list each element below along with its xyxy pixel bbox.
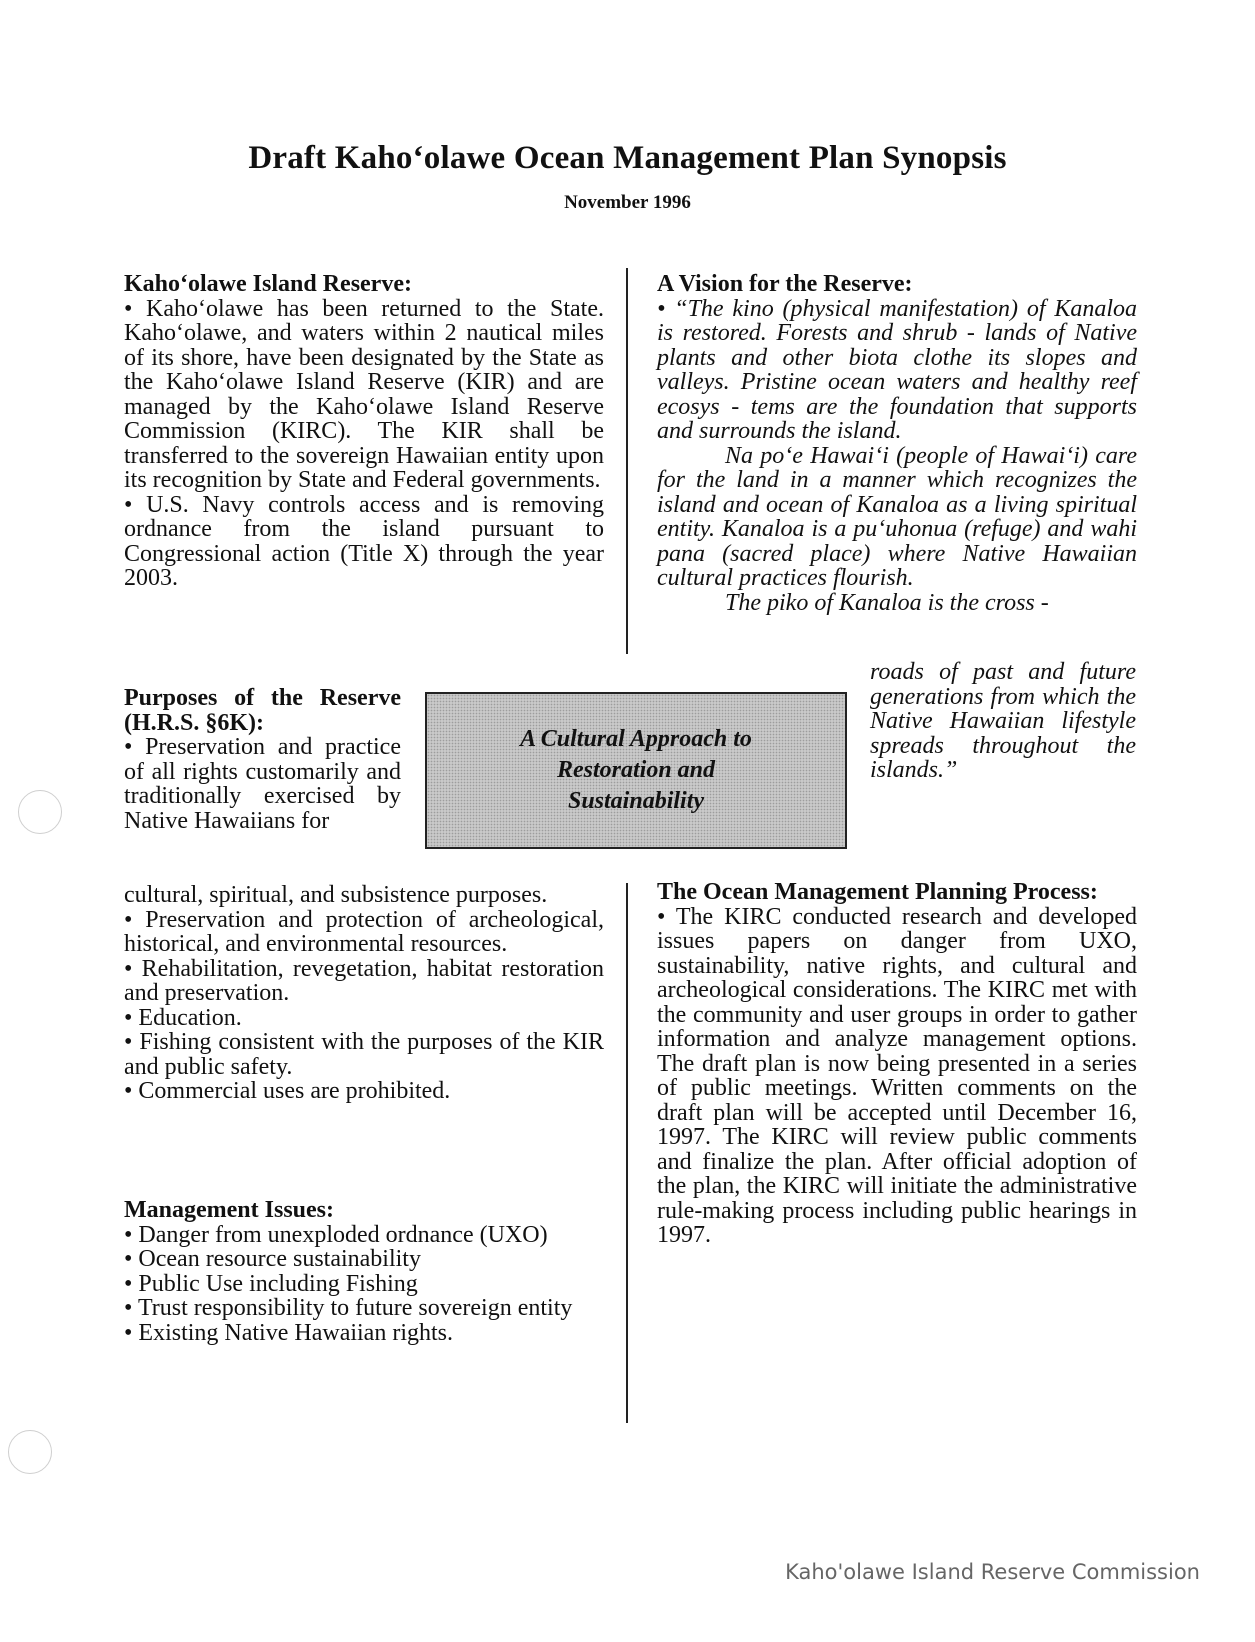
document-title: Draft Kaho‘olawe Ocean Management Plan Synopsis [248, 140, 1007, 176]
vision-paragraph-continued [870, 660, 1136, 783]
list-item: • Commercial uses are prohibited. [124, 1078, 451, 1104]
column-divider-bottom [626, 883, 628, 1423]
process-paragraph: • The KIRC conducted research and developed issues papers on danger from UXO, sustainability, native rights, and cultural and archeological considerations. The KIRC met with the community and user groups in order to gather information and analyze management options. The draft plan is now being presented in a series of public meetings. Written comments on the draft plan will be accepted until December 16, 1997. The KIRC will review public comments and finalize the plan. After official adoption of the plan, the KIRC will initiate the administrative rule-making process including public hearings in 1997. [657, 903, 1137, 1248]
callout-text: A Cultural Approach to Restoration and Sustainability [520, 726, 752, 814]
section-island-reserve [124, 272, 604, 591]
section-heading: A Vision for the Reserve: [657, 271, 913, 297]
section-management-issues [124, 1198, 604, 1345]
list-item: • Trust responsibility to future sovereign entity [124, 1295, 573, 1321]
vision-paragraph: roads of past and future generations from which the Native Hawaiian lifestyle spreads throughout the islands.” [870, 659, 1136, 783]
list-item: • Danger from unexploded ordnance (UXO) [124, 1221, 548, 1248]
section-heading: Management Issues: [124, 1197, 334, 1223]
list-item: • Preservation and practice of all rights customarily and traditionally exercised by Native Hawaiians for [124, 734, 401, 834]
section-heading: Purposes of the Reserve (H.R.S. §6K): [124, 685, 401, 736]
vision-paragraph-lead: The piko of Kanaloa is the cross - [725, 589, 1049, 616]
document-date: November 1996 [564, 192, 691, 213]
footer-credit: Kaho'olawe Island Reserve Commission [785, 1560, 1200, 1584]
list-item: • Existing Native Hawaiian rights. [124, 1319, 454, 1346]
list-item: • Preservation and protection of archeological, historical, and environmental resources. [124, 906, 604, 957]
section-planning-process [657, 880, 1137, 1248]
section-heading: The Ocean Management Planning Process: [657, 879, 1098, 905]
vision-paragraph: • “The kino (physical manifestation) of Kanaloa is restored. Forests and shrub - lands of Native plants and other biota clothe its slopes and valleys. Pristine ocean waters and healthy reef ecosys - tems are the foundation that supports and surrounds the island. [657, 295, 1137, 444]
section-purposes [124, 686, 401, 833]
list-item: • Fishing consistent with the purposes of the KIR and public safety. [124, 1029, 604, 1080]
list-item: • Ocean resource sustainability [124, 1246, 421, 1272]
binder-hole [8, 1430, 52, 1474]
list-item: • U.S. Navy controls access and is removing ordnance from the island pursuant to Congressional action (Title X) through the year 2003. [124, 491, 604, 591]
section-vision [657, 272, 1137, 615]
vision-paragraph: Na po‘e Hawai‘i (people of Hawai‘i) care for the land in a manner which recognizes the island and ocean of Kanaloa as a living spiritual entity. Kanaloa is a pu‘uhonua (refuge) and wahi pana (sacred place) where Native Hawaiian cultural practices flourish. [657, 442, 1137, 591]
binder-hole [18, 790, 62, 834]
list-item: • Rehabilitation, revegetation, habitat restoration and preservation. [124, 955, 604, 1006]
list-item: • Education. [124, 1004, 242, 1031]
list-item-continued: cultural, spiritual, and subsistence purposes. [124, 882, 548, 908]
list-item: • Public Use including Fishing [124, 1270, 418, 1297]
list-item: • Kaho‘olawe has been returned to the State. Kaho‘olawe, and waters within 2 nautical miles of its shore, have been designated by the State as the Kaho‘olawe Island Reserve (KIR) and are managed by the Kaho‘olawe Island Reserve Commission (KIRC). The KIR shall be transferred to the sovereign Hawaiian entity upon its recognition by State and Federal governments. [124, 295, 604, 493]
section-purposes-continued [124, 883, 604, 1104]
callout-box [425, 692, 847, 849]
section-heading: Kaho‘olawe Island Reserve: [124, 271, 412, 297]
column-divider-top [626, 268, 628, 654]
